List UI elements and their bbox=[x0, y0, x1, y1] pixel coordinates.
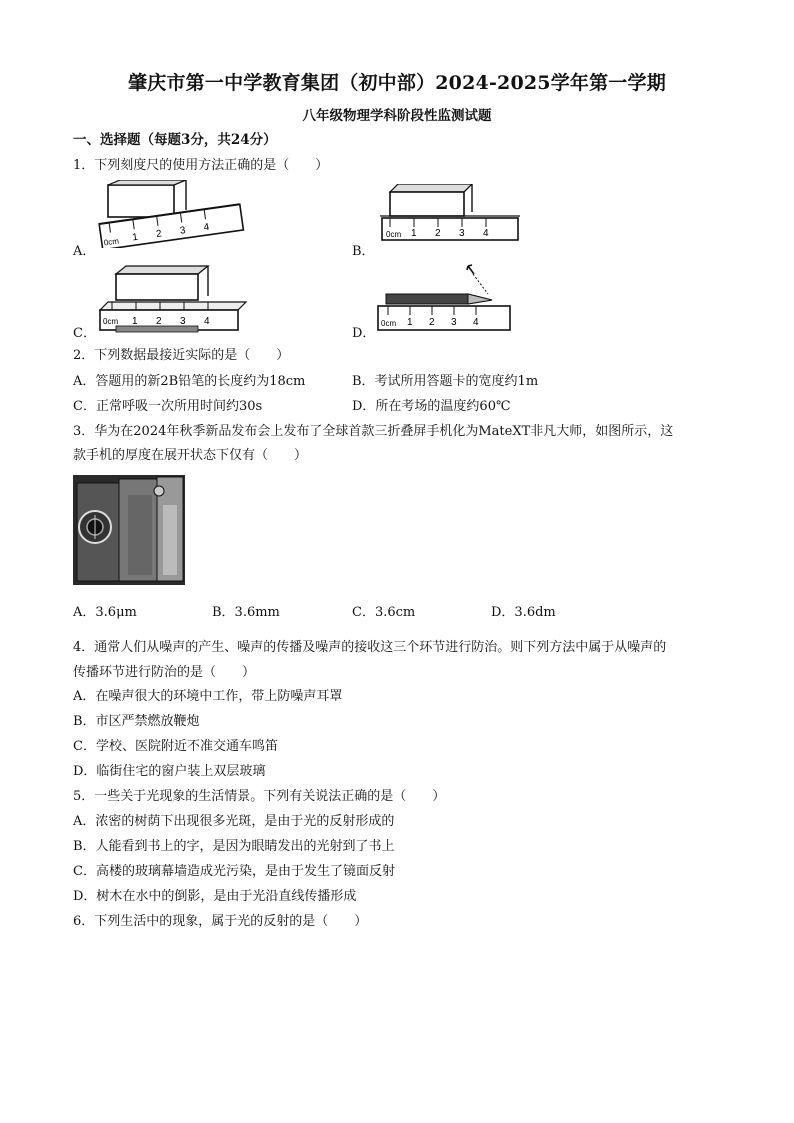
q2-option-d: D．所在考场的温度约60℃ bbox=[352, 399, 511, 414]
q4-option-a: A．在噪声很大的环境中工作，带上防噪声耳罩 bbox=[73, 689, 343, 704]
ruler-unit: 0cm bbox=[103, 236, 120, 248]
ruler-tick: 4 bbox=[473, 317, 479, 328]
eye-arrow bbox=[467, 265, 474, 274]
q2-option-a: A．答题用的新2B铅笔的长度约为18cm bbox=[73, 374, 306, 389]
block-top bbox=[116, 266, 208, 274]
ruler-tick: 4 bbox=[483, 228, 489, 239]
q3-option-c: C．3.6cm bbox=[352, 605, 416, 620]
q5-option-c: C．高楼的玻璃幕墙造成光污染，是由于发生了镜面反射 bbox=[73, 864, 395, 879]
q5-option-b: B．人能看到书上的字，是因为眼睛发出的光射到了书上 bbox=[73, 839, 395, 854]
ruler-tick: 4 bbox=[202, 221, 211, 234]
option-d-label: D． bbox=[352, 326, 376, 341]
camera-lens bbox=[154, 486, 164, 496]
exam-title: 肇庆市第一中学教育集团（初中部）2024-2025学年第一学期 bbox=[128, 72, 666, 94]
ruler-unit: 0cm bbox=[381, 319, 397, 328]
q5-option-a: A．浓密的树荫下出现很多光斑，是由于光的反射形成的 bbox=[73, 814, 395, 829]
ruler bbox=[378, 306, 510, 330]
ruler-tick: 1 bbox=[131, 231, 139, 244]
q4-option-b: B．市区严禁燃放鞭炮 bbox=[73, 714, 200, 729]
option-c-label: C． bbox=[73, 326, 96, 341]
block bbox=[108, 185, 174, 217]
ruler-figure-b bbox=[380, 184, 520, 246]
question-5-stem: 5．一些关于光现象的生活情景。下列有关说法正确的是（ ） bbox=[73, 789, 446, 804]
question-2-stem: 2．下列数据最接近实际的是（ ） bbox=[73, 348, 290, 363]
block bbox=[116, 274, 198, 300]
question-3-stem-line1: 3．华为在2024年秋季新品发布会上发布了全球首款三折叠屏手机化为MateXT非凡大师，如图所示，这 bbox=[73, 424, 674, 439]
folding-phone-photo bbox=[73, 475, 185, 585]
block-top bbox=[390, 184, 472, 192]
section-heading: 一、选择题（每题3分，共24分） bbox=[73, 132, 277, 148]
ruler-figure-c bbox=[98, 264, 248, 336]
exam-subtitle: 八年级物理学科阶段性监测试题 bbox=[302, 108, 492, 124]
q4-option-c: C．学校、医院附近不准交通车鸣笛 bbox=[73, 739, 278, 754]
ruler-figure-d bbox=[376, 262, 516, 338]
q3-option-b: B．3.6mm bbox=[212, 605, 280, 620]
q3-option-d: D．3.6dm bbox=[491, 605, 556, 620]
option-a-label: A． bbox=[73, 244, 96, 259]
ruler-tick: 2 bbox=[156, 316, 162, 327]
ruler-tick: 1 bbox=[407, 317, 413, 328]
ruler-unit: 0cm bbox=[103, 317, 119, 326]
ruler-tick: 1 bbox=[411, 228, 417, 239]
ruler-tick: 4 bbox=[204, 316, 210, 327]
question-1-stem: 1．下列刻度尺的使用方法正确的是（ ） bbox=[73, 158, 329, 173]
ruler-tick: 2 bbox=[435, 228, 441, 239]
question-3-stem-line2: 款手机的厚度在展开状态下仅有（ ） bbox=[73, 448, 308, 463]
q2-option-b: B．考试所用答题卡的宽度约1m bbox=[352, 374, 539, 389]
ruler-tick: 1 bbox=[132, 316, 138, 327]
q4-option-d: D．临街住宅的窗户装上双层玻璃 bbox=[73, 764, 266, 779]
ruler-tick: 3 bbox=[180, 316, 186, 327]
q2-option-c: C．正常呼吸一次所用时间约30s bbox=[73, 399, 263, 414]
ruler-tick: 2 bbox=[429, 317, 435, 328]
ruler-tick: 3 bbox=[459, 228, 465, 239]
question-4-stem-line1: 4．通常人们从噪声的产生、噪声的传播及噪声的接收这三个环节进行防治。则下列方法中属于从噪声的 bbox=[73, 640, 667, 655]
ruler-unit: 0cm bbox=[386, 230, 402, 239]
ruler bbox=[100, 302, 246, 310]
option-b-label: B． bbox=[352, 244, 375, 259]
q3-option-a: A．3.6μm bbox=[73, 605, 137, 620]
ruler-tick: 3 bbox=[451, 317, 457, 328]
ruler-figure-a bbox=[96, 180, 246, 248]
question-6-stem: 6．下列生活中的现象，属于光的反射的是（ ） bbox=[73, 914, 368, 929]
block-top bbox=[108, 180, 186, 185]
ruler-tick: 3 bbox=[179, 225, 187, 237]
q5-option-d: D．树木在水中的倒影，是由于光沿直线传播形成 bbox=[73, 889, 357, 904]
ruler-tick: 2 bbox=[155, 228, 163, 241]
block bbox=[390, 192, 464, 216]
ruler bbox=[382, 218, 518, 240]
question-4-stem-line2: 传播环节进行防治的是（ ） bbox=[73, 665, 256, 680]
